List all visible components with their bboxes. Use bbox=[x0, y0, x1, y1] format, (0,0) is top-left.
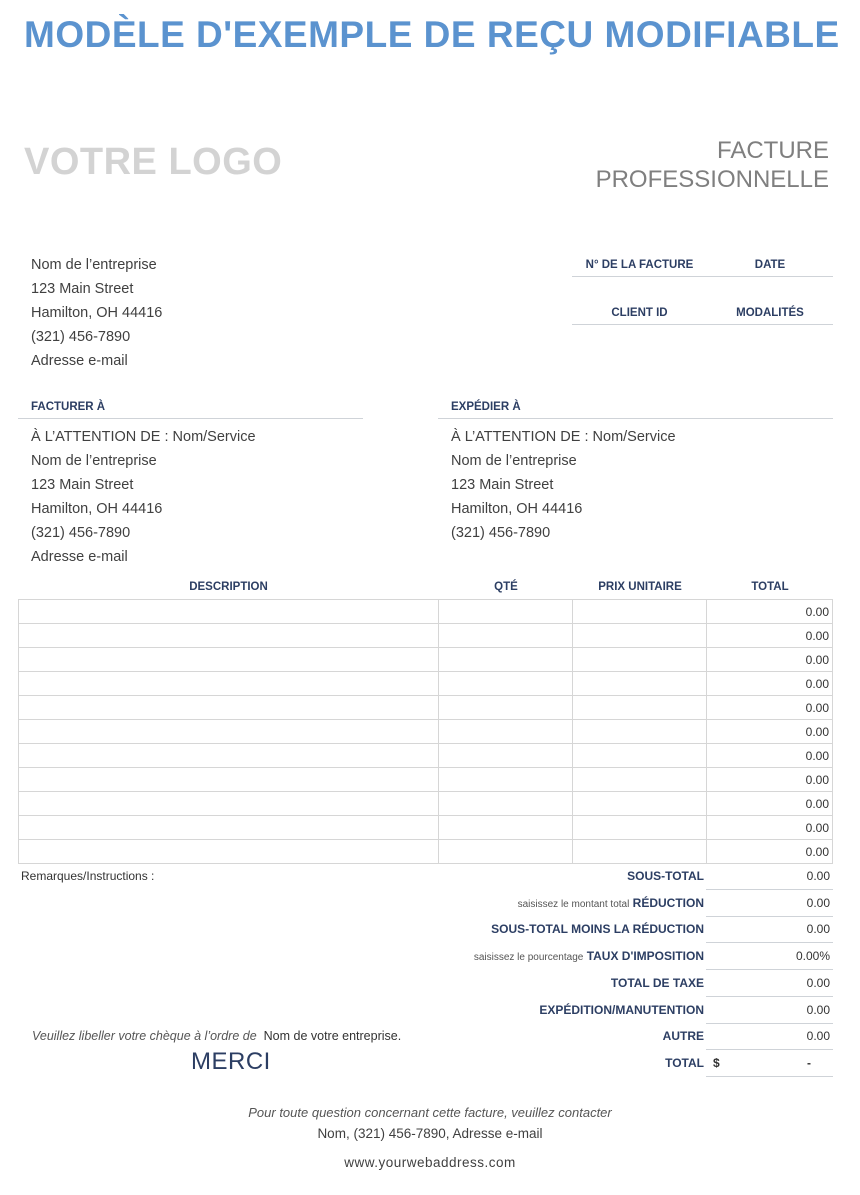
meta-divider-2 bbox=[572, 324, 833, 325]
unit-price-cell[interactable] bbox=[573, 696, 707, 720]
ship-to-name[interactable]: Nom de l’entreprise bbox=[451, 453, 577, 469]
qty-cell[interactable] bbox=[439, 648, 573, 672]
invoice-title bbox=[596, 136, 829, 194]
company-phone[interactable]: (321) 456-7890 bbox=[31, 329, 131, 345]
bill-to-block bbox=[31, 425, 256, 569]
total-cell[interactable]: 0.00 bbox=[707, 672, 833, 696]
ship-to-header: EXPÉDIER À bbox=[451, 401, 521, 413]
bill-to-header: FACTURER À bbox=[31, 401, 106, 413]
unit-price-cell[interactable] bbox=[573, 816, 707, 840]
column-header-qty: QTÉ bbox=[494, 581, 518, 593]
bill-to-email[interactable]: Adresse e-mail bbox=[31, 549, 128, 565]
summary-row bbox=[440, 891, 833, 917]
qty-cell[interactable] bbox=[439, 624, 573, 648]
total-cell[interactable]: 0.00 bbox=[707, 792, 833, 816]
total-row bbox=[440, 1051, 833, 1077]
unit-price-cell[interactable] bbox=[573, 720, 707, 744]
summary-label bbox=[474, 949, 704, 963]
summary-row bbox=[440, 917, 833, 943]
company-city[interactable]: Hamilton, OH 44416 bbox=[31, 305, 163, 321]
footer-contact[interactable]: Nom, (321) 456-7890, Adresse e-mail bbox=[317, 1126, 543, 1141]
description-cell[interactable] bbox=[19, 624, 439, 648]
summary-value[interactable]: 0.00 bbox=[806, 1029, 830, 1044]
description-cell[interactable] bbox=[19, 696, 439, 720]
qty-cell[interactable] bbox=[439, 720, 573, 744]
summary-label-text: AUTRE bbox=[662, 1029, 704, 1044]
summary-label bbox=[539, 1003, 704, 1017]
summary-label-text: RÉDUCTION bbox=[632, 895, 704, 910]
logo-placeholder: VOTRE LOGO bbox=[24, 141, 283, 183]
line-items-table bbox=[18, 599, 833, 864]
ship-to-street[interactable]: 123 Main Street bbox=[451, 477, 554, 493]
summary-label bbox=[627, 869, 704, 883]
summary-value[interactable]: 0.00 bbox=[806, 869, 830, 883]
table-row bbox=[19, 648, 833, 672]
table-row bbox=[19, 816, 833, 840]
cheque-note-block bbox=[32, 1029, 401, 1043]
description-cell[interactable] bbox=[19, 792, 439, 816]
thanks-text: MERCI bbox=[191, 1048, 271, 1075]
bill-to-phone[interactable]: (321) 456-7890 bbox=[31, 525, 131, 541]
summary-hint: saisissez le pourcentage bbox=[473, 952, 584, 964]
description-cell[interactable] bbox=[19, 720, 439, 744]
description-cell[interactable] bbox=[19, 744, 439, 768]
unit-price-cell[interactable] bbox=[573, 792, 707, 816]
company-email[interactable]: Adresse e-mail bbox=[31, 353, 128, 369]
bill-to-street[interactable]: 123 Main Street bbox=[31, 477, 134, 493]
table-row bbox=[19, 744, 833, 768]
company-name[interactable]: Nom de l’entreprise bbox=[31, 257, 157, 273]
description-cell[interactable] bbox=[19, 672, 439, 696]
ship-to-block bbox=[451, 425, 676, 545]
date-field[interactable] bbox=[707, 277, 833, 301]
summary-label-text: TAUX D'IMPOSITION bbox=[586, 949, 704, 964]
qty-cell[interactable] bbox=[439, 744, 573, 768]
company-street[interactable]: 123 Main Street bbox=[31, 281, 134, 297]
qty-cell[interactable] bbox=[439, 792, 573, 816]
summary-label-text: TOTAL DE TAXE bbox=[610, 975, 704, 990]
footer-website[interactable]: www.yourwebaddress.com bbox=[344, 1155, 516, 1170]
summary-value[interactable]: 0.00 bbox=[806, 1002, 830, 1017]
unit-price-cell[interactable] bbox=[573, 600, 707, 624]
summary-row bbox=[440, 944, 833, 970]
summary-label-text: SOUS-TOTAL MOINS LA RÉDUCTION bbox=[491, 922, 704, 937]
company-info bbox=[31, 253, 162, 373]
terms-label: MODALITÉS bbox=[736, 307, 804, 319]
invoice-title-line-1: FACTURE bbox=[716, 137, 829, 164]
cheque-note: Veuillez libeller votre chèque à l’ordre de bbox=[32, 1029, 257, 1043]
invoice-number-field[interactable] bbox=[572, 277, 707, 301]
table-row bbox=[19, 624, 833, 648]
unit-price-cell[interactable] bbox=[573, 672, 707, 696]
total-cell[interactable]: 0.00 bbox=[707, 624, 833, 648]
column-header-description: DESCRIPTION bbox=[189, 581, 268, 593]
summary-label-text: EXPÉDITION/MANUTENTION bbox=[539, 1002, 704, 1017]
description-cell[interactable] bbox=[19, 648, 439, 672]
total-label: TOTAL bbox=[665, 1056, 704, 1070]
date-label: DATE bbox=[754, 259, 786, 271]
total-underline bbox=[706, 1076, 833, 1077]
ship-to-phone[interactable]: (321) 456-7890 bbox=[451, 525, 551, 541]
summary-row bbox=[440, 971, 833, 997]
summary-label bbox=[518, 896, 704, 910]
summary-value[interactable]: 0.00 bbox=[806, 922, 830, 937]
cheque-payee[interactable]: Nom de votre entreprise. bbox=[263, 1029, 402, 1043]
table-row bbox=[19, 792, 833, 816]
bill-to-divider bbox=[18, 418, 363, 419]
remarks-field[interactable] bbox=[18, 886, 418, 1026]
table-row bbox=[19, 840, 833, 864]
description-cell[interactable] bbox=[19, 768, 439, 792]
unit-price-cell[interactable] bbox=[573, 768, 707, 792]
description-cell[interactable] bbox=[19, 840, 439, 864]
table-row bbox=[19, 672, 833, 696]
unit-price-cell[interactable] bbox=[573, 744, 707, 768]
total-cell[interactable]: 0.00 bbox=[707, 648, 833, 672]
table-row bbox=[19, 600, 833, 624]
total-currency: $ bbox=[713, 1056, 720, 1070]
bill-to-attention[interactable]: À L’ATTENTION DE : Nom/Service bbox=[31, 429, 256, 445]
total-cell[interactable]: 0.00 bbox=[707, 696, 833, 720]
description-cell[interactable] bbox=[19, 600, 439, 624]
total-cell[interactable]: 0.00 bbox=[707, 816, 833, 840]
total-value: - bbox=[807, 1056, 811, 1070]
summary-value[interactable]: 0.00 bbox=[806, 895, 830, 910]
description-cell[interactable] bbox=[19, 816, 439, 840]
bill-to-name[interactable]: Nom de l’entreprise bbox=[31, 453, 157, 469]
unit-price-cell[interactable] bbox=[573, 624, 707, 648]
column-header-unit-price: PRIX UNITAIRE bbox=[598, 581, 682, 593]
invoice-number-label: N° DE LA FACTURE bbox=[585, 259, 694, 271]
summary-label-text: SOUS-TOTAL bbox=[627, 869, 704, 883]
table-row bbox=[19, 720, 833, 744]
ship-to-divider bbox=[438, 418, 833, 419]
footer-question: Pour toute question concernant cette facture, veuillez contacter bbox=[248, 1105, 612, 1120]
client-id-label: CLIENT ID bbox=[611, 307, 668, 319]
column-header-total: TOTAL bbox=[751, 581, 789, 593]
qty-cell[interactable] bbox=[439, 840, 573, 864]
total-cell[interactable]: 0.00 bbox=[707, 768, 833, 792]
page-title: MODÈLE D'EXEMPLE DE REÇU MODIFIABLE bbox=[24, 14, 840, 55]
summary-value[interactable]: 0.00% bbox=[795, 949, 830, 964]
unit-price-cell[interactable] bbox=[573, 840, 707, 864]
ship-to-attention[interactable]: À L’ATTENTION DE : Nom/Service bbox=[451, 429, 676, 445]
qty-cell[interactable] bbox=[439, 696, 573, 720]
bill-to-city[interactable]: Hamilton, OH 44416 bbox=[31, 501, 163, 517]
summary-row bbox=[440, 1024, 833, 1050]
summary-label bbox=[491, 922, 704, 936]
remarks-label: Remarques/Instructions : bbox=[21, 869, 155, 883]
qty-cell[interactable] bbox=[439, 816, 573, 840]
total-cell[interactable]: 0.00 bbox=[707, 720, 833, 744]
summary-row bbox=[440, 998, 833, 1024]
total-cell[interactable]: 0.00 bbox=[707, 600, 833, 624]
summary-label bbox=[663, 1029, 704, 1043]
qty-cell[interactable] bbox=[439, 672, 573, 696]
table-row bbox=[19, 768, 833, 792]
invoice-title-line-2: PROFESSIONNELLE bbox=[595, 166, 829, 193]
summary-label bbox=[611, 976, 704, 990]
summary-row bbox=[440, 864, 833, 890]
table-row bbox=[19, 696, 833, 720]
summary-hint: saisissez le montant total bbox=[517, 898, 630, 910]
total-cell[interactable]: 0.00 bbox=[707, 840, 833, 864]
ship-to-city[interactable]: Hamilton, OH 44416 bbox=[451, 501, 583, 517]
total-cell[interactable]: 0.00 bbox=[707, 744, 833, 768]
qty-cell[interactable] bbox=[439, 600, 573, 624]
summary-value[interactable]: 0.00 bbox=[806, 975, 830, 990]
qty-cell[interactable] bbox=[439, 768, 573, 792]
unit-price-cell[interactable] bbox=[573, 648, 707, 672]
